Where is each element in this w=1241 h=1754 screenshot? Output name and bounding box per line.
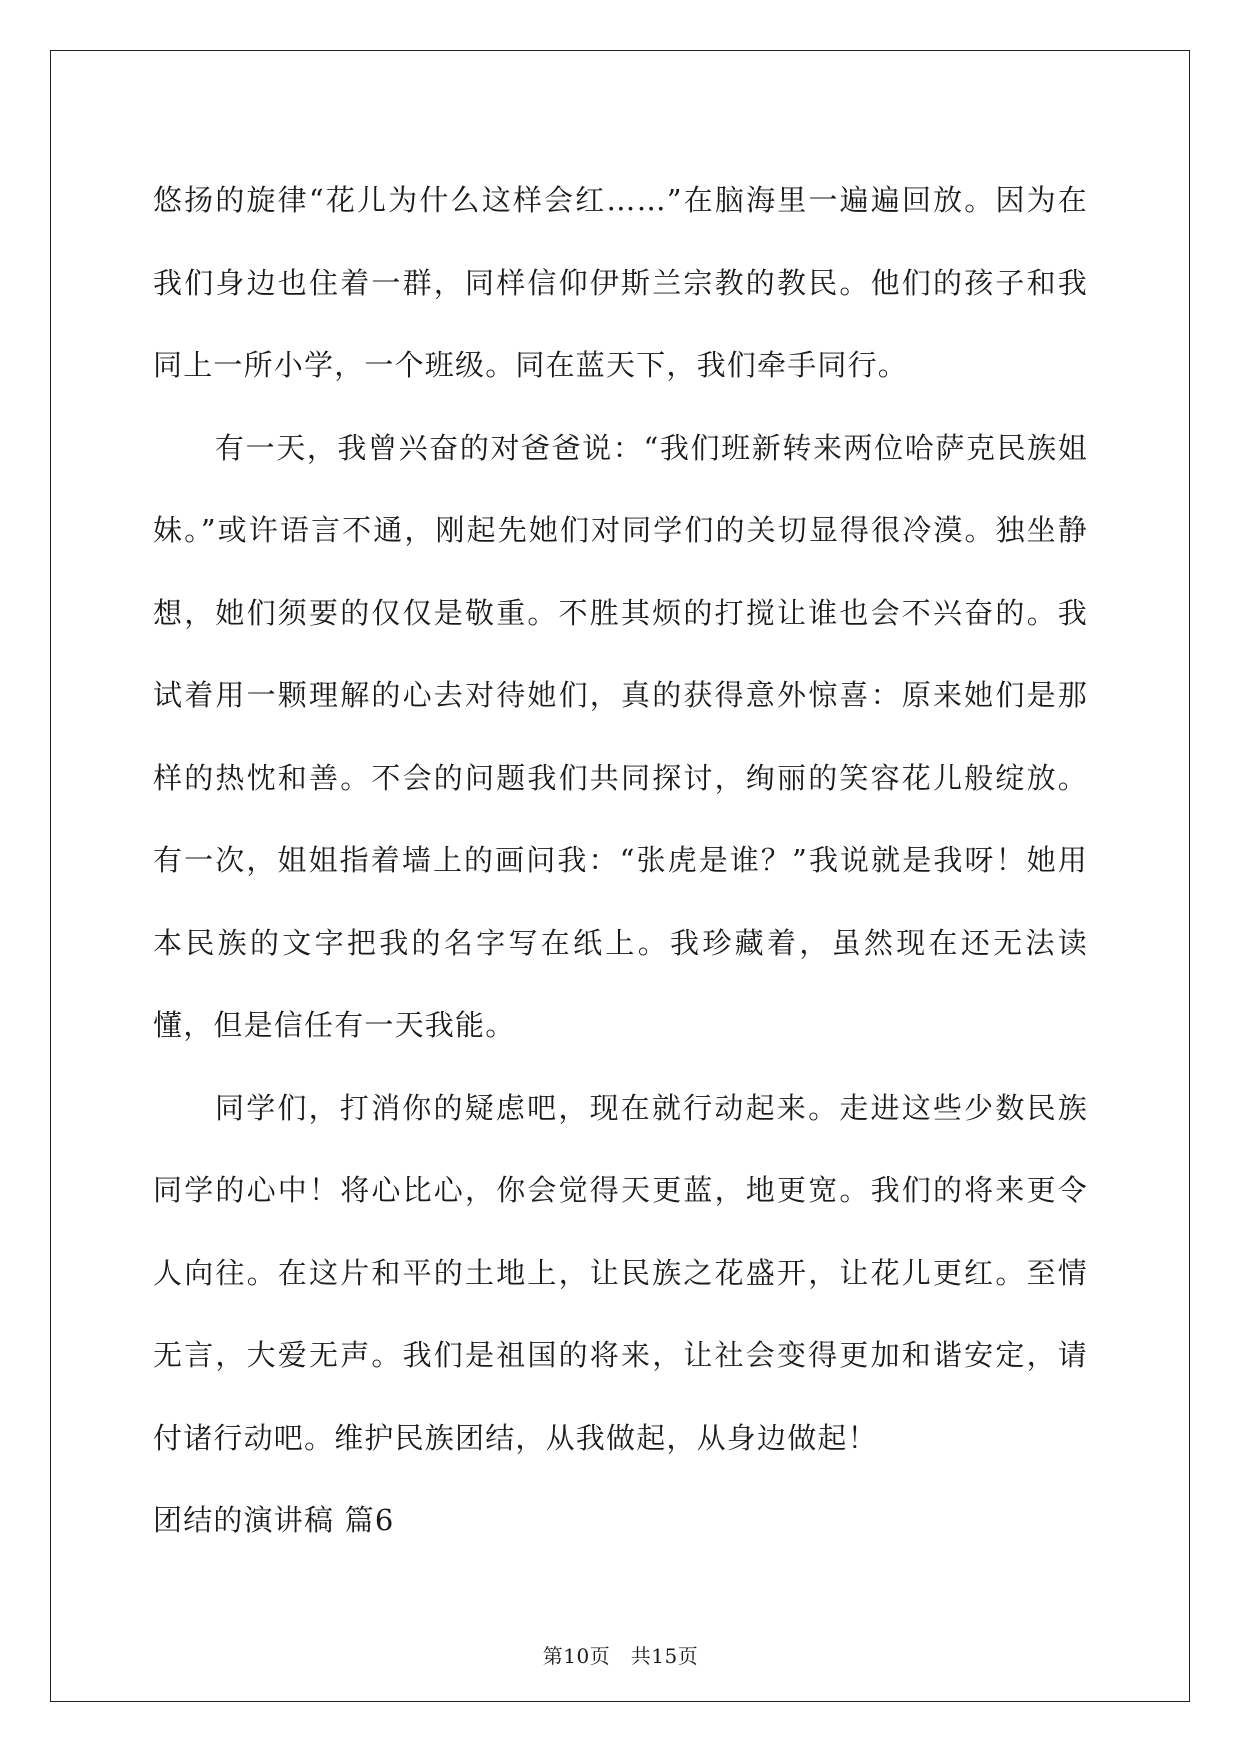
document-body [153, 159, 1088, 1562]
page-number-footer: 第10页 共15页 [542, 1644, 699, 1668]
section-heading: 团结的演讲稿 篇6 [153, 1503, 395, 1537]
paragraph-1: 悠扬的旋律“花儿为什么这样会红……”在脑海里一遍遍回放。因为在我们身边也住着一群，同样信仰伊斯兰宗教的教民。他们的孩子和我同上一所小学，一个班级。同在蓝天下，我们牵手同行。 [153, 183, 1088, 382]
paragraph-2: 有一天，我曾兴奋的对爸爸说：“我们班新转来两位哈萨克民族姐妹。”或许语言不通，刚起先她们对同学们的关切显得很冷漠。独坐静想，她们须要的仅仅是敬重。不胜其烦的打搅让谁也会不兴奋的。我试着用一颗理解的心去对待她们，真的获得意外惊喜：原来她们是那样的热忱和善。不会的问题我们共同探讨，绚丽的笑容花儿般绽放。有一次，姐姐指着墙上的画问我：“张虎是谁？”我说就是我呀！她用本民族的文字把我的名字写在纸上。我珍藏着，虽然现在还无法读懂，但是信任有一天我能。 [153, 430, 1088, 1042]
paragraph-3: 同学们，打消你的疑虑吧，现在就行动起来。走进这些少数民族同学的心中！将心比心，你会觉得天更蓝，地更宽。我们的将来更令人向往。在这片和平的土地上，让民族之花盛开，让花儿更红。至情无言，大爱无声。我们是祖国的将来，让社会变得更加和谐安定，请付诸行动吧。维护民族团结，从我做起，从身边做起！ [153, 1090, 1088, 1455]
